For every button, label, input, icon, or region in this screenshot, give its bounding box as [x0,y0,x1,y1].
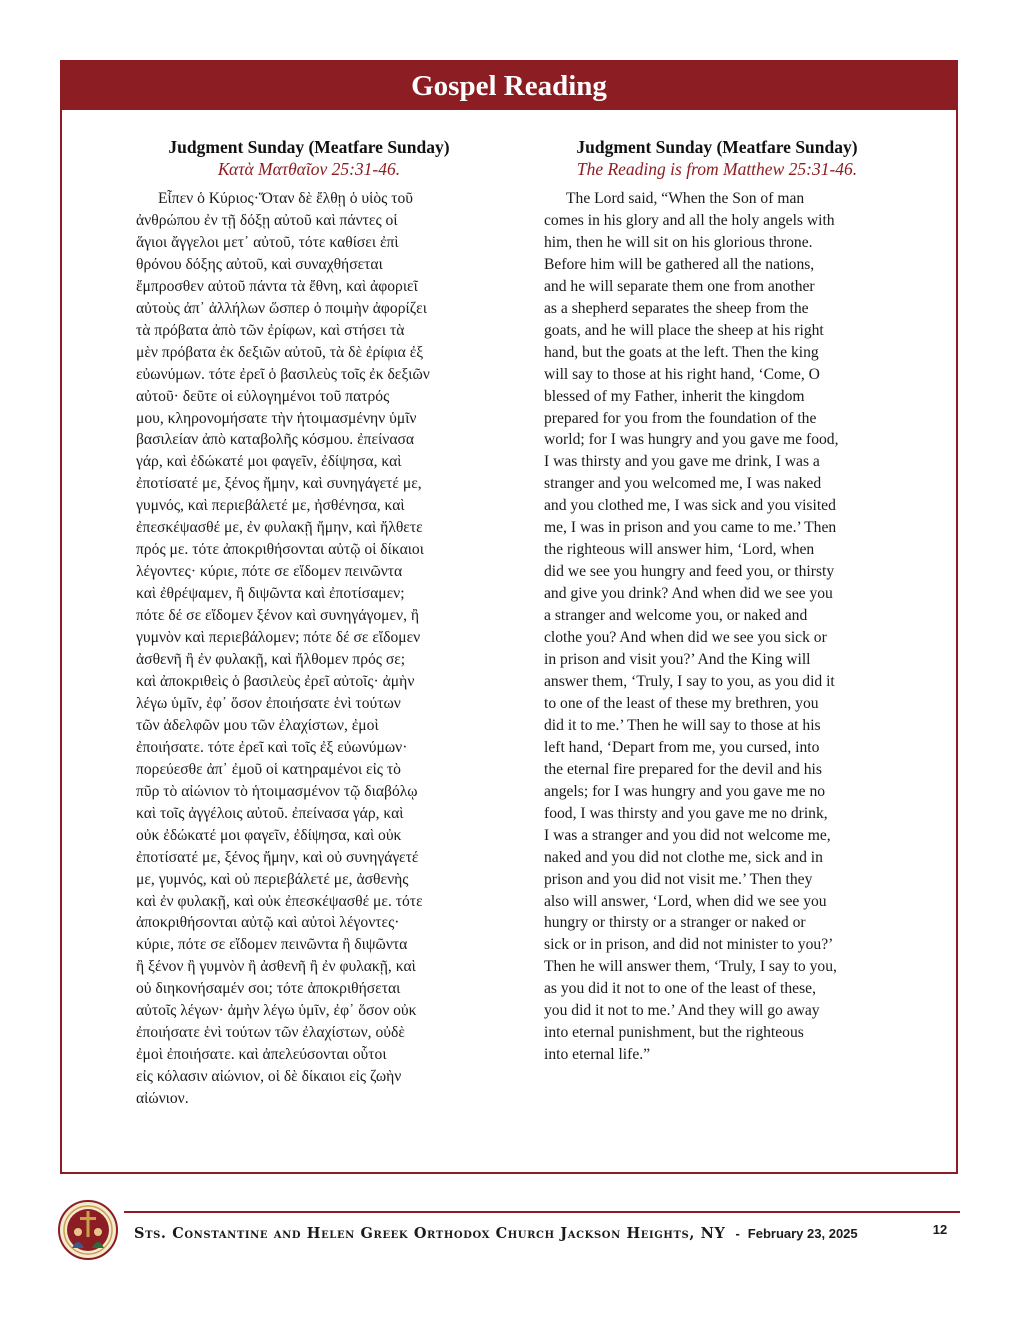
text-line: καὶ ἐθρέψαμεν, ἢ διψῶντα καὶ ἐποτίσαμεν; [136,585,405,603]
english-title: Judgment Sunday (Meatfare Sunday) [576,137,858,157]
text-line: αὐτοὺς ἀπ᾽ ἀλλήλων ὥσπερ ὁ ποιμὴν ἀφορίζει [136,299,427,317]
text-line: ἔμπροσθεν αὐτοῦ πάντα τὰ ἔθνη, καὶ ἀφοριεῖ [136,277,418,295]
text-line: blessed of my Father, inherit the kingdom [544,387,805,405]
text-line: goats, and he will place the sheep at his right [544,321,824,339]
church-seal-icon [58,1200,118,1260]
footer-separator: - [735,1225,740,1241]
text-line: καὶ τοῖς ἀγγέλοις αὐτοῦ. ἐπείνασα γάρ, καὶ [136,804,404,822]
text-line: πότε δέ σε εἴδομεν ξένον καὶ συνηγάγομεν, ἢ [136,607,420,625]
text-line: τῶν ἀδελφῶν μου τῶν ἐλαχίστων, ἐμοὶ [136,716,379,734]
text-line: ἐποιήσατε ἑνὶ τούτων τῶν ἐλαχίστων, οὐδὲ [136,1024,405,1042]
text-line: you did it not to me.’ And they will go away [544,1002,820,1020]
text-line: λέγω ὑμῖν, ἐφ᾽ ὅσον ἐποιήσατε ἑνὶ τούτων [136,694,401,712]
text-line: world; for I was hungry and you gave me food, [544,431,839,449]
text-line: Εἶπεν ὁ Κύριος·Ὅταν δὲ ἔλθῃ ὁ υἱὸς τοῦ [158,190,413,207]
text-line: καὶ ἀποκριθεὶς ὁ βασιλεὺς ἐρεῖ αὐτοῖς· ἀμὴν [136,672,415,690]
english-column [544,136,890,1066]
footer-rule [124,1211,960,1213]
text-line: τὰ πρόβατα ἀπὸ τῶν ἐρίφων, καὶ στήσει τὰ [136,321,405,339]
text-line: λέγοντες· κύριε, πότε σε εἴδομεν πεινῶντα [136,563,403,581]
section-title: Gospel Reading [411,69,607,102]
text-line: Before him will be gathered all the nations, [544,255,815,273]
text-line: left hand, ‘Depart from me, you cursed, into [544,738,820,756]
text-line: answer them, ‘Truly, I say to you, as you did it [544,672,835,690]
text-line: will say to those at his right hand, ‘Come, O [544,365,820,383]
text-line: sick or in prison, and did not minister to you?’ [544,936,834,954]
text-line: πορεύεσθε ἀπ᾽ ἐμοῦ οἱ κατηραμένοι εἰς τὸ [136,760,401,778]
text-line: γυμνὸν καὶ περιεβάλομεν; πότε δέ σε εἴδομεν [136,629,421,647]
text-line: μου, κληρονομήσατε τὴν ἡτοιμασμένην ὑμῖν [136,409,417,427]
text-line: γάρ, καὶ ἐδώκατέ μοι φαγεῖν, ἐδίψησα, καὶ [136,453,402,471]
english-heading [544,136,890,180]
text-line: into eternal life.” [544,1046,651,1064]
english-reference: The Reading is from Matthew 25:31-46. [576,159,858,179]
text-line: βασιλείαν ἀπὸ καταβολῆς κόσμου. ἐπείνασα [136,431,415,449]
text-line: καὶ ἐν φυλακῇ, καὶ οὐκ ἐπεσκέψασθέ με. τότε [136,892,423,910]
text-line: clothe you? And when did we see you sick or [544,629,827,647]
text-line: as a shepherd separates the sheep from the [544,299,809,317]
text-line: ἐποιήσατε. τότε ἐρεῖ καὶ τοῖς ἐξ εὐωνύμων· [136,738,408,756]
text-line: Then he will answer them, ‘Truly, I say to you, [544,958,837,976]
church-name: Sts. Constantine and Helen Greek Orthodox Church Jackson Heights, NY [134,1224,726,1242]
text-line: γυμνός, καὶ περιεβάλετέ με, ἠσθένησα, καὶ [136,497,405,515]
footer [134,1220,874,1246]
text-line: κύριε, πότε σε εἴδομεν πεινῶντα ἢ διψῶντα [136,936,408,954]
greek-reference: Κατὰ Ματθαῖον 25:31-46. [217,159,401,179]
page-number: 12 [932,1222,948,1237]
text-line: hungry or thirsty or a stranger or naked or [544,914,806,932]
text-line: ἀσθενῆ ἢ ἐν φυλακῇ, καὶ ἤλθομεν πρός σε; [136,651,406,669]
text-line: and you clothed me, I was sick and you visited [544,497,836,515]
text-line: him, then he will sit on his glorious throne. [544,233,813,251]
text-line: I was thirsty and you gave me drink, I was a [544,453,820,471]
text-line: με, γυμνός, καὶ οὐ περιεβάλετέ με, ἀσθενὴς [136,870,409,888]
bulletin-date: February 23, 2025 [747,1225,858,1241]
text-line: did we see you hungry and feed you, or thirsty [544,563,835,581]
text-line: αὐτοῦ· δεῦτε οἱ εὐλογημένοι τοῦ πατρός [136,387,390,405]
greek-title: Judgment Sunday (Meatfare Sunday) [168,137,450,157]
text-line: ἐποτίσατέ με, ξένος ἤμην, καὶ οὐ συνηγάγετέ [136,848,419,866]
text-line: also will answer, ‘Lord, when did we see you [544,892,827,910]
text-line: to one of the least of these my brethren, you [544,694,819,712]
text-line: in prison and visit you?’ And the King will [544,651,811,669]
text-line: stranger and you welcomed me, I was naked [544,475,822,493]
text-line: ἅγιοι ἄγγελοι μετ᾽ αὐτοῦ, τότε καθίσει ἐπὶ [136,233,399,251]
greek-heading [136,136,482,180]
text-line: μὲν πρόβατα ἐκ δεξιῶν αὐτοῦ, τὰ δὲ ἐρίφια ἐξ [136,343,424,361]
text-line: ἀνθρώπου ἐν τῇ δόξῃ αὐτοῦ καὶ πάντες οἱ [136,211,398,229]
text-line: me, I was in prison and you came to me.’ Then [544,519,837,537]
text-line: αὐτοῖς λέγων· ἀμὴν λέγω ὑμῖν, ἐφ᾽ ὅσον οὐκ [136,1002,417,1020]
text-line: ἢ ξένον ἢ γυμνὸν ἢ ἀσθενῆ ἢ ἐν φυλακῇ, καὶ [136,958,416,976]
page-frame [60,60,958,1174]
text-line: hand, but the goats at the left. Then the king [544,343,819,361]
text-line: as you did it not to one of the least of these, [544,980,816,998]
text-line: οὐκ ἐδώκατέ μοι φαγεῖν, ἐδίψησα, καὶ οὐκ [136,826,402,844]
text-line: οὐ διηκονήσαμέν σοι; τότε ἀποκριθήσεται [136,980,401,998]
text-line: αἰώνιον. [136,1090,189,1108]
text-line: εἰς κόλασιν αἰώνιον, οἱ δὲ δίκαιοι εἰς ζωὴν [136,1068,402,1086]
text-line: naked and you did not clothe me, sick and in [544,848,823,866]
text-line: into eternal punishment, but the righteous [544,1024,804,1042]
text-line: prison and you did not visit me.’ Then they [544,870,813,888]
text-line: ἀποκριθήσονται αὐτῷ καὶ αὐτοὶ λέγοντες· [136,914,400,932]
greek-column [136,136,482,1110]
text-line: prepared for you from the foundation of the [544,409,817,427]
text-line: ἐμοὶ ἐποιήσατε. καὶ ἀπελεύσονται οὗτοι [136,1046,387,1064]
english-text [544,188,890,1066]
text-line: and he will separate them one from another [544,277,815,295]
text-line: I was a stranger and you did not welcome me, [544,826,831,844]
text-line: food, I was thirsty and you gave me no drink, [544,804,828,822]
text-line: ἐπεσκέψασθέ με, ἐν φυλακῇ ἤμην, καὶ ἤλθετε [136,519,423,537]
text-line: did it to me.’ Then he will say to those at his [544,716,821,734]
text-line: εὐωνύμων. τότε ἐρεῖ ὁ βασιλεὺς τοῖς ἐκ δεξιῶν [136,365,430,383]
text-line: the righteous will answer him, ‘Lord, when [544,541,815,559]
section-banner [62,62,956,110]
text-line: the eternal fire prepared for the devil and his [544,760,822,778]
text-line: πρός με. τότε ἀποκριθήσονται αὐτῷ οἱ δίκαιοι [136,541,424,559]
text-line: comes in his glory and all the holy angels with [544,211,835,229]
text-line: ἐποτίσατέ με, ξένος ἤμην, καὶ συνηγάγετέ με, [136,475,422,493]
text-line: The Lord said, “When the Son of man [566,190,805,207]
text-line: θρόνου δόξης αὐτοῦ, καὶ συναχθήσεται [136,255,383,273]
text-line: angels; for I was hungry and you gave me no [544,782,826,800]
greek-text [136,188,482,1110]
text-line: a stranger and welcome you, or naked and [544,607,808,625]
text-line: and give you drink? And when did we see you [544,585,833,603]
text-line: πῦρ τὸ αἰώνιον τὸ ἡτοιμασμένον τῷ διαβόλῳ [136,782,418,800]
